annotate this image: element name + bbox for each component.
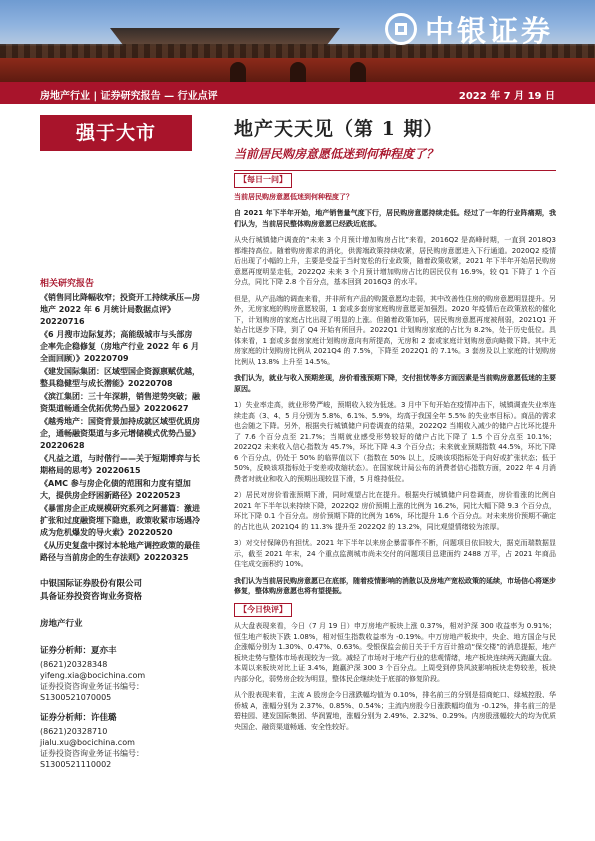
paragraph: 但是，从产品端的调查来看，并非所有产品的购置意愿均走弱，其中改善性住房的购房意愿明显提升。另外，无房家庭的购房意愿较弱，1 套或多套房家庭购房意愿更加强烈。2020 年疫情后在政策放松的催化下，计划购房的家庭占比出现了明显的上涨。但随着政策加码，居民购房意愿再度被削弱，2021Q1 开始占比逐步下降，到了 Q4 开始有所回升。2022Q1 计划购房家庭的占比为 8.2%，处于历史低位。具体来看，1 套或多套房家庭计划购房意向有所提高，无房和 2 套或家庭计划购房意向略微下降。其中无房家庭的计划购房比例从 2021Q4 的 7.5%，下降至 2022Q1 的 7.1%。3 套房及以上家庭的计划购房比例从 13.8% 上升至 14.5%。: [234, 294, 556, 366]
analyst-cert: 证券投资咨询业务证书编号：S1300521070005: [40, 682, 144, 702]
page-subtitle: 当前居民购房意愿低迷到何种程度了？: [234, 147, 439, 161]
analyst-phone: (8621)20328710: [40, 727, 108, 736]
organization: 中银国际证券股份有限公司 具备证券投资咨询业务资格: [40, 579, 143, 602]
related-item[interactable]: 《暴雷房企正成规模研究系列之阿蕃篇：激进扩张和过度融资埋下隐患，政策收紧市场遇冷成为危机爆发的导火索》20220520: [40, 504, 200, 537]
analyst-email[interactable]: jialu.xu@bocichina.com: [40, 738, 135, 747]
paragraph: 我们认为当前居民购房意愿已在底部，随着疫情影响的消散以及房地产宽松政策的延续，市场信心将逐步修复，整体购房意愿也将有望提振。: [234, 576, 556, 595]
sector-label: 房地产行业: [40, 619, 83, 629]
paragraph: 自 2021 年下半年开始，地产销售量气度下行，居民购房意愿持续走低。经过了一年的行业阵痛期，我们认为，当前居民整体购房意愿已经跌近底部。: [234, 209, 556, 228]
analyst-cert: 证券投资咨询业务证书编号：S1300521110002: [40, 749, 144, 769]
section-heading-daily-question: 【每日一问】: [234, 173, 292, 188]
paragraph: 我们认为，就业与收入预期差现，房价看涨预期下降，交付担忧等多方面因素是当前购房意愿低迷的主要原因。: [234, 374, 556, 393]
paragraph: 从个股表现来看，主流 A 股房企今日涨跌幅均值为 0.10%，排名前三的分别是招商蛇口、绿城控股、华侨城 A，涨幅分别为 2.37%、0.85%、0.54%；主流内房股今日涨跌幅均值为 -0.12%，排名前三的是碧桂园、建发国际集团、华润置地，涨幅分别为 2.49%、2.32%、0.29%。内房股涨幅较大的均为优质央国企、融资渠道畅通、安全性较好。: [234, 691, 556, 731]
section-heading-daily-review: 【今日快评】: [234, 603, 292, 618]
analyst-name: 证券分析师：许佳璐: [40, 713, 117, 723]
banner-door: [350, 62, 366, 82]
section-divider: [234, 170, 556, 171]
related-item[interactable]: 《从历史复盘中探讨本轮地产调控政策的最佳路径与当前房企的生存法则》20220325: [40, 541, 200, 562]
related-item[interactable]: 《AMC 参与房企化债的范围和力度有望加大，提供房企纾困新路径》20220523: [40, 479, 191, 500]
related-item[interactable]: 《销售同比降幅收窄；投资开工持续承压—房地产 2022 年 6 月统计局数据点评》20220716: [40, 293, 200, 326]
rating-stance: 强于大市: [40, 115, 192, 151]
analyst-email[interactable]: yifeng.xia@bocichina.com: [40, 671, 146, 680]
paragraph: 2）居民对房价看涨预期下滑，同时观望占比在提升。根据央行城镇储户问卷调查，房价看涨的比例自 2021 年下半年以来持续下降，2022Q2 房价预期上涨的比例为 16.2%，同比大幅下降 9.3 个百分点，环比下降 0.1 个百分点。房价预期下降的比例为 16%，环比提升 1.6 个百分点。对未来房价预期不确定的占比也从 2021Q4 的 11.3% 提升至 2022Q2 的 13.2%，同比观望情绪较为浓厚。: [234, 491, 556, 531]
company-logo: [385, 8, 590, 50]
paragraph: 1）失业率走高，就业形势严峻，预期收入较为低迷。3 月中下旬开始在疫情冲击下，城镇调查失业率连续走高（3、4、5 月分别为 5.8%、6.1%、5.9%，均高于我国全年 5.5% 的失业率目标）。商品的需求也会随之下降。另外，根据央行城镇储户问卷调查的结果，2022Q2 当期收入减少的储户占比环比提升了 7.6 个百分点至 21.7%；当期就业感受形势较好的储户占比下降了 1.5 个百分点至 10.1%；2022Q2 未来收入信心指数为 45.7%，环比下降 4.3 个百分点；未来就业预期指数 44.5%，环比下降 6 个百分点，仍处于 50% 的临界值以下（指数在 50% 以上，反映该项指标处于向好或扩张状态；低于 50%，反映该项指标处于变差或收缩状态）。在国家统计局公布的消费者信心指数方面，2022 年 4 月消费者对就业和收入的预期出现较显下滑，5 月维持低位。: [234, 401, 556, 483]
related-item[interactable]: 《滨江集团：三十年深耕，销售逆势突破；融资渠道畅通全优拓优势凸显》20220627: [40, 392, 200, 413]
related-item[interactable]: 《凡益之道，与时偕行——关于短期博弈与长期格局的思考》20220615: [40, 454, 200, 475]
boc-logo-icon: [385, 13, 417, 45]
banner-door: [290, 62, 306, 82]
analyst-block: [40, 713, 200, 770]
related-item[interactable]: 《越秀地产：国资背景加持成就区域型优质房企，通畅融资渠道与多元增储模式优势凸显》20220628: [40, 417, 200, 450]
paragraph: 从大盘表现来看，今日（7 月 19 日）申万房地产板块上涨 0.37%，相对沪深 300 收益率为 0.91%；恒生地产板块下跌 1.08%，相对恒生指数收益率为 -0.19%。中万房地产板块中，央企、地方国企与民企涨幅分别为 1.30%、0.47%、0.63%。受银保监会前日关于千方百计推动“保交楼”的消息提振，地产板块走势与整体市场表现较为一致。减轻了市场对于地产行业的悲观情绪，地产板块连续两天跑赢大盘。本周以来板块对比上证 3.4%，跑赢沪深 300 3 个百分点。上周受到停贷风波影响板块走势较差，板块内部分化，弱势房企较为明显，整体民企继续处于底部的修复阶段。: [234, 622, 556, 683]
paragraph: 3）对交付保障仍有担忧。2021 年下半年以来房企暴雷事件不断，问题项目依旧较大，据克而瑞数据显示，截至 2021 年末，24 个重点监测城市尚未交付的问题项目总建面约 2488 万平，占 2021 年商品住宅成交面积约 10%。: [234, 539, 556, 568]
report-category: 房地产行业 | 证券研究报告 — 行业点评: [40, 91, 218, 102]
category-ribbon: [0, 82, 595, 104]
related-list: [40, 292, 200, 564]
page-title: 地产天天见（第 1 期）: [234, 118, 444, 140]
header-banner: [0, 0, 595, 82]
related-title: 相关研究报告: [40, 279, 95, 289]
banner-door: [230, 62, 246, 82]
daily-question: 当前居民购房意愿低迷到何种程度了？: [234, 192, 353, 201]
analyst-block: [40, 646, 200, 703]
logo-text: 中银证券: [425, 13, 554, 48]
sidebar: [40, 278, 200, 770]
main-content: [234, 173, 556, 738]
analyst-name: 证券分析师：夏亦丰: [40, 646, 117, 656]
analyst-phone: (8621)20328348: [40, 660, 108, 669]
paragraph: 从央行城镇储户调查的“未来 3 个月预计增加购房占比”来看，2016Q2 是高峰时期，一直到 2018Q3 都维持高位。随着购房需求的消化，供需端政策持续收紧，居民购房意愿进入下行通道。2020Q2 疫情后出现了小幅的上升，主要是受益于当时宽松的行业政策，随着政策收紧，2021 年下半年开始居民购房意愿再度明显走低，2022Q2 未来 3 个月预计增加购房占比的居民仅有 16.9%，较 Q1 下降了 1 个百分点，同比下降 2.8 个百分点，基本回到 2016Q3 的水平。: [234, 236, 556, 286]
report-date: 2022 年 7 月 19 日: [458, 91, 555, 102]
related-item[interactable]: 《建发国际集团：区域型国企资源禀赋优越，整具稳健型与成长潜能》20220708: [40, 367, 200, 388]
related-item[interactable]: 《6 月搜市边际复苏；高能级城市与头部房企率先企稳修复（房地产行业 2022 年 6 月全面回顾）》20220709: [40, 330, 199, 363]
